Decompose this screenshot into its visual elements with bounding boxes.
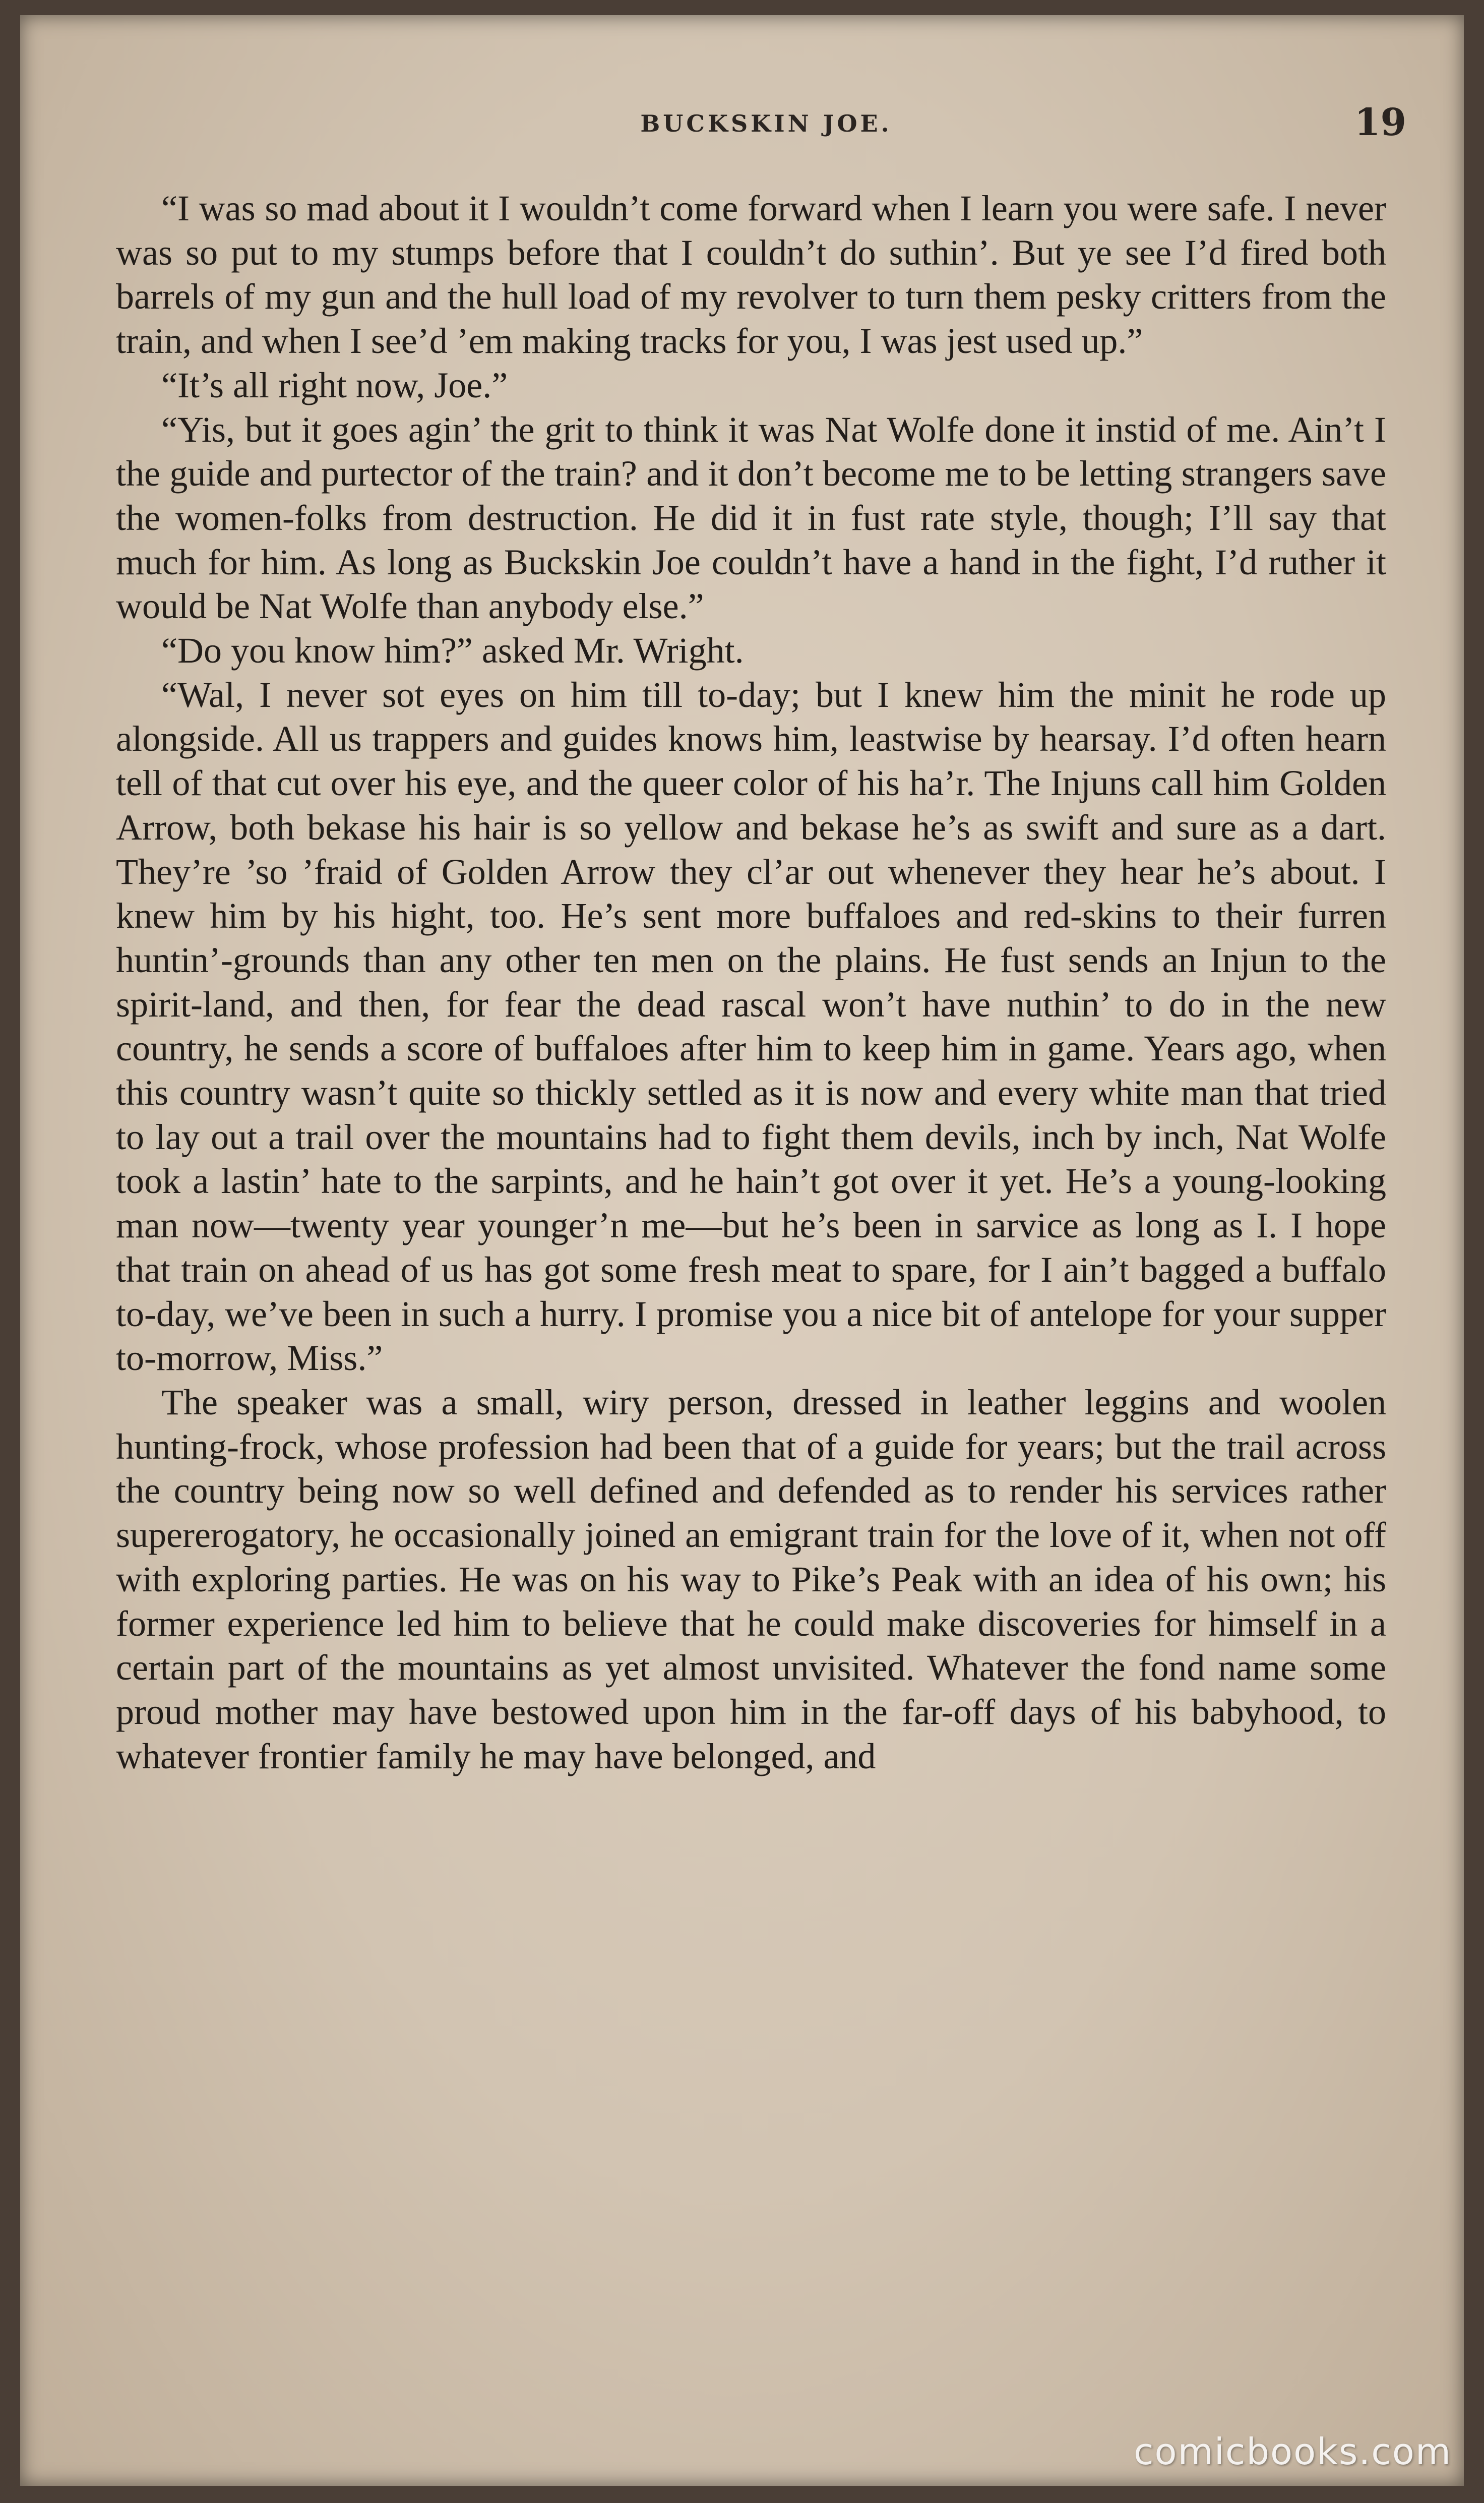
- paragraph-1: “I was so mad about it I wouldn’t come forward when I learn you were safe. I never was so put to my stumps before that I couldn’t do suthin’. But ye see I’d fired both barrels of my gun and the hull load of my revolver to turn them pesky critters from the train, and when I see’d ’em making tracks for you, I was jest used up.”: [116, 188, 1386, 362]
- watermark: comicbooks.com: [1133, 2430, 1452, 2473]
- paragraph-6: The speaker was a small, wiry person, dressed in leather leggins and woolen hunting-frock, whose profession had been that of a guide for years; but the trail across the country being now so well defined and defended as to render his services rather supererogatory, he occasionally joined an emigrant train for the love of it, when not off with exploring parties. He was on his way to Pike’s Peak with an idea of his own; his former experience led him to believe that he could make discoveries for himself in a certain part of the mountains as yet almost unvisited. Whatever the fond name some proud mother may have bestowed upon him in the far-off days of his babyhood, to whatever frontier family he may have belonged, and: [116, 1382, 1386, 1776]
- paragraph-2: “It’s all right now, Joe.”: [161, 365, 508, 405]
- paragraph-3: “Yis, but it goes agin’ the grit to think it was Nat Wolfe done it instid of me. Ain’t I the guide and purtector of the train? and it don’t become me to be letting strangers save the women-folks from destruction. He did it in fust rate style, though; I’ll say that much for him. As long as Buckskin Joe couldn’t have a hand in the fight, I’d ruther it would be Nat Wolfe than anybody else.”: [116, 409, 1386, 627]
- running-head: [126, 101, 1406, 146]
- body-text: [116, 187, 1386, 1778]
- running-title: BUCKSKIN JOE.: [640, 110, 892, 137]
- book-page: [20, 15, 1464, 2486]
- page-number: 19: [1354, 101, 1406, 144]
- paragraph-5: “Wal, I never sot eyes on him till to-day; but I knew him the minit he rode up alongside. All us trappers and guides knows him, leastwise by hearsay. I’d often hearn tell of that cut over his eye, and the queer color of his ha’r. The Injuns call him Golden Arrow, both bekase his hair is so yellow and bekase he’s as swift and sure as a dart. They’re ’so ’fraid of Golden Arrow they cl’ar out whenever they hear he’s about. I knew him by his hight, too. He’s sent more buffaloes and red-skins to their furren huntin’-grounds than any other ten men on the plains. He fust sends an Injun to the spirit-land, and then, for fear the dead rascal won’t have nuthin’ to do in the new country, he sends a score of buffaloes after him to keep him in game. Years ago, when this country wasn’t quite so thickly settled as it is now and every white man that tried to lay out a trail over the mountains had to fight them devils, inch by inch, Nat Wolfe took a lastin’ hate to the sarpints, and he hain’t got over it yet. He’s a young-looking man now—twenty year younger’n me—but he’s been in sarvice as long as I. I hope that train on ahead of us has got some fresh meat to spare, for I ain’t bagged a buffalo to-day, we’ve been in such a hurry. I promise you a nice bit of antelope for your supper to-morrow, Miss.”: [116, 674, 1386, 1379]
- paragraph-4: “Do you know him?” asked Mr. Wright.: [161, 630, 744, 671]
